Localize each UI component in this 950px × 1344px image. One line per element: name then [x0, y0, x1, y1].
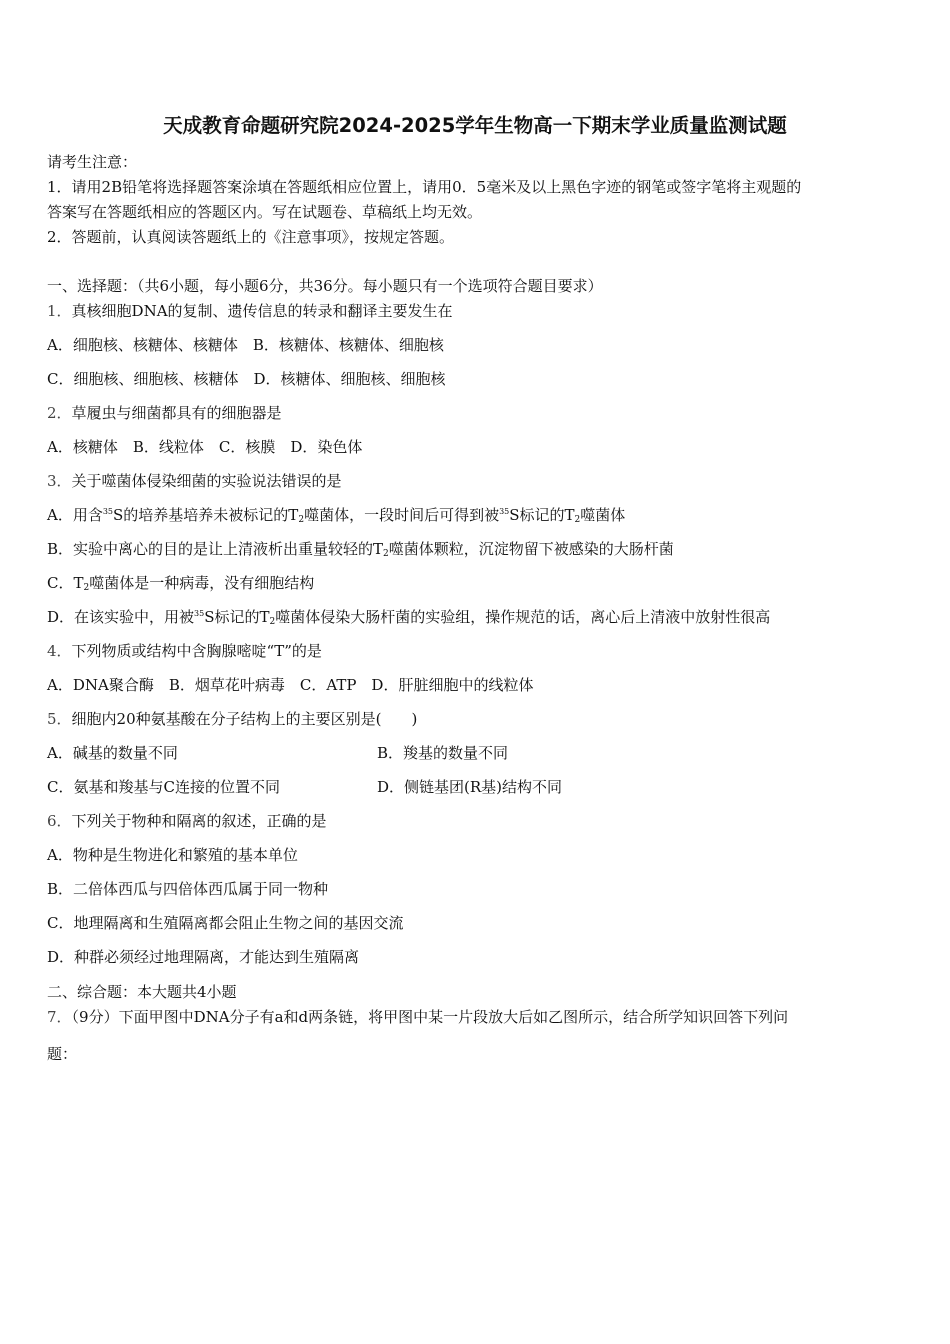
text: S的培养基培养未被标记的T — [113, 506, 299, 524]
question-4 — [47, 641, 322, 661]
q5-option-a: A．碱基的数量不同 — [47, 744, 178, 762]
notice-header: 请考生注意： — [47, 153, 138, 171]
text: S标记的T — [509, 506, 575, 524]
q2-options: A．核糖体 B．线粒体 C．核膜 D．染色体 — [47, 438, 363, 456]
question-stem: 草履虫与细菌都具有的细胞器是 — [71, 404, 282, 422]
subscript: 2 — [298, 515, 305, 525]
text: 噬菌体，一段时间后可得到被 — [304, 506, 500, 524]
question-1 — [47, 301, 453, 321]
question-number: 5． — [47, 710, 72, 728]
question-2 — [47, 403, 282, 423]
q1-options-ab: A．细胞核、核糖体、核糖体 B．核糖体、核糖体、细胞核 — [47, 336, 444, 354]
q6-option-d: D．种群必须经过地理隔离，才能达到生殖隔离 — [47, 948, 360, 966]
section-2-heading: 二、综合题：本大题共4小题 — [47, 983, 237, 1001]
notice-line-2: 答案写在答题纸相应的答题区内。写在试题卷、草稿纸上均无效。 — [47, 203, 483, 221]
question-7 — [47, 1007, 788, 1027]
section-1-heading: 一、选择题：（共6小题，每小题6分，共36分。每小题只有一个选项符合题目要求） — [47, 277, 603, 295]
question-3 — [47, 471, 342, 491]
text: 噬菌体侵染大肠杆菌的实验组，操作规范的话，离心后上清液中放射性很高 — [275, 608, 771, 626]
q5-option-d: D．侧链基团(R基)结构不同 — [377, 778, 563, 796]
q3-option-c — [47, 573, 314, 593]
text: 噬菌体是一种病毒，没有细胞结构 — [89, 574, 315, 592]
question-stem: （9分）下面甲图中DNA分子有a和d两条链，将甲图中某一片段放大后如乙图所示，结合所学知识回答下列问 — [71, 1008, 789, 1026]
question-number: 1． — [47, 302, 72, 320]
q3-option-a — [47, 505, 625, 525]
superscript: 35 — [102, 507, 114, 516]
text: C．T — [47, 574, 84, 592]
text: B．实验中离心的目的是让上清液析出重量较轻的T — [47, 540, 384, 558]
q6-option-c: C．地理隔离和生殖隔离都会阻止生物之间的基因交流 — [47, 914, 404, 932]
question-stem: 细胞内20种氨基酸在分子结构上的主要区别是( ) — [71, 710, 418, 728]
q3-option-b — [47, 539, 674, 559]
question-number: 4． — [47, 642, 72, 660]
question-number: 3． — [47, 472, 72, 490]
exam-title: 天成教育命题研究院2024-2025学年生物高一下期末学业质量监测试题 — [163, 114, 787, 137]
text: A．用含 — [47, 506, 103, 524]
question-stem: 真核细胞DNA的复制、遗传信息的转录和翻译主要发生在 — [71, 302, 453, 320]
subscript: 2 — [269, 617, 276, 627]
q5-option-c: C．氨基和羧基与C连接的位置不同 — [47, 778, 280, 796]
question-number: 6． — [47, 812, 72, 830]
notice-line-1: 1．请用2B铅笔将选择题答案涂填在答题纸相应位置上，请用0．5毫米及以上黑色字迹的钢笔或签字笔将主观题的 — [47, 178, 802, 196]
q5-option-b: B．羧基的数量不同 — [377, 744, 509, 762]
notice-line-3: 2．答题前，认真阅读答题纸上的《注意事项》，按规定答题。 — [47, 228, 455, 246]
question-5 — [47, 709, 417, 729]
q6-option-a: A．物种是生物进化和繁殖的基本单位 — [47, 846, 298, 864]
superscript: 35 — [499, 507, 510, 516]
text: 噬菌体颗粒，沉淀物留下被感染的大肠杆菌 — [388, 540, 674, 558]
text: S标记的T — [204, 608, 270, 626]
q4-options: A．DNA聚合酶 B．烟草花叶病毒 C．ATP D．肝脏细胞中的线粒体 — [47, 676, 534, 694]
question-stem: 下列关于物种和隔离的叙述，正确的是 — [71, 812, 327, 830]
text: 噬菌体 — [580, 506, 626, 524]
question-number: 2． — [47, 404, 72, 422]
question-stem: 关于噬菌体侵染细菌的实验说法错误的是 — [71, 472, 342, 490]
question-7-cont: 题： — [47, 1045, 78, 1063]
subscript: 2 — [574, 515, 581, 525]
subscript: 2 — [83, 583, 90, 593]
question-stem: 下列物质或结构中含胸腺嘧啶“T”的是 — [71, 642, 322, 660]
q1-options-cd: C．细胞核、细胞核、核糖体 D．核糖体、细胞核、细胞核 — [47, 370, 446, 388]
q6-option-b: B．二倍体西瓜与四倍体西瓜属于同一物种 — [47, 880, 329, 898]
text: D．在该实验中，用被 — [47, 608, 195, 626]
question-number: 7． — [47, 1008, 72, 1026]
superscript: 35 — [194, 609, 205, 618]
subscript: 2 — [383, 549, 389, 559]
question-6 — [47, 811, 327, 831]
q3-option-d — [47, 607, 770, 627]
